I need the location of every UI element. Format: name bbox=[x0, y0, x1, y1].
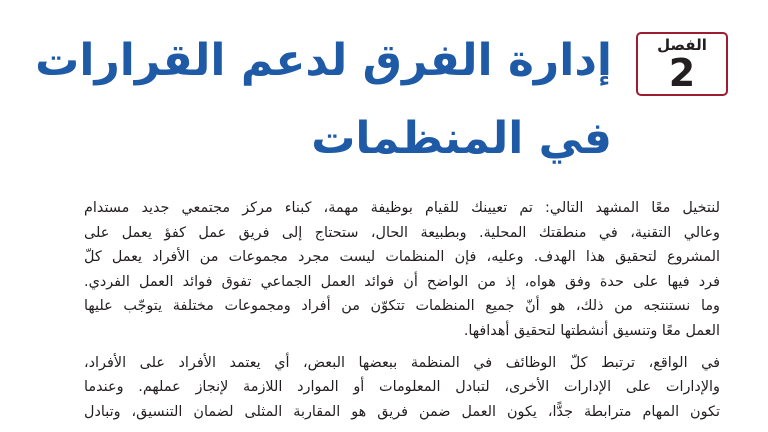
body-text bbox=[84, 196, 720, 424]
paragraph-line: المشروع لتحقيق هذا الهدف. وعليه، فإن المنظمات ليست مجرد مجموعات من الأفراد يعمل كلّ bbox=[84, 249, 720, 266]
chapter-title bbox=[35, 22, 612, 178]
paragraph-1 bbox=[84, 196, 720, 344]
paragraph-line: في الواقع، ترتبط كلّ الوظائف في المنظمة ببعضها البعض، أي يعتمد الأفراد على الأفراد، bbox=[84, 354, 720, 371]
paragraph-line: والإدارات على الإدارات الأخرى، لتبادل المعلومات أو الموارد اللازمة لإنجاز عملهم. وعندما bbox=[84, 379, 720, 396]
chapter-label: الفصل bbox=[657, 36, 707, 54]
chapter-title-line-1: إدارة الفرق لدعم القرارات bbox=[35, 35, 612, 86]
paragraph-line: العمل معًا وتنسيق أنشطتها لتحقيق أهدافها. bbox=[463, 322, 720, 339]
paragraph-2 bbox=[84, 351, 720, 425]
paragraph-line: لنتخيل معًا المشهد التالي: تم تعيينك للقيام بوظيفة مهمة، كبناء مركز مجتمعي جديد مستدام bbox=[84, 200, 720, 216]
paragraph-line: تكون المهام مترابطة جدًّا، يكون العمل ضمن فريق هو المقاربة المثلى لضمان التنسيق، وتبادل bbox=[84, 403, 720, 420]
chapter-title-line-2: في المنظمات bbox=[311, 113, 612, 164]
paragraph-line: وما نستنتجه من ذلك، هو أنّ جميع المنظمات تتكوّن من أفراد ومجموعات مختلفة يتوجّب عليها bbox=[84, 298, 720, 315]
paragraph-line: فرد فيها على حدة وفق هواه، إذ من الواضح أن فوائد العمل الجماعي تفوق فوائد العمل الفردي. bbox=[84, 273, 720, 290]
paragraph-line: وعالي التقنية، في منطقتك المحلية. وبطبيعة الحال، ستحتاج إلى فريق عمل كفؤ يعمل على bbox=[84, 224, 720, 241]
paragraph-spacer bbox=[84, 344, 720, 351]
chapter-number: 2 bbox=[668, 51, 696, 95]
chapter-badge bbox=[636, 32, 728, 96]
